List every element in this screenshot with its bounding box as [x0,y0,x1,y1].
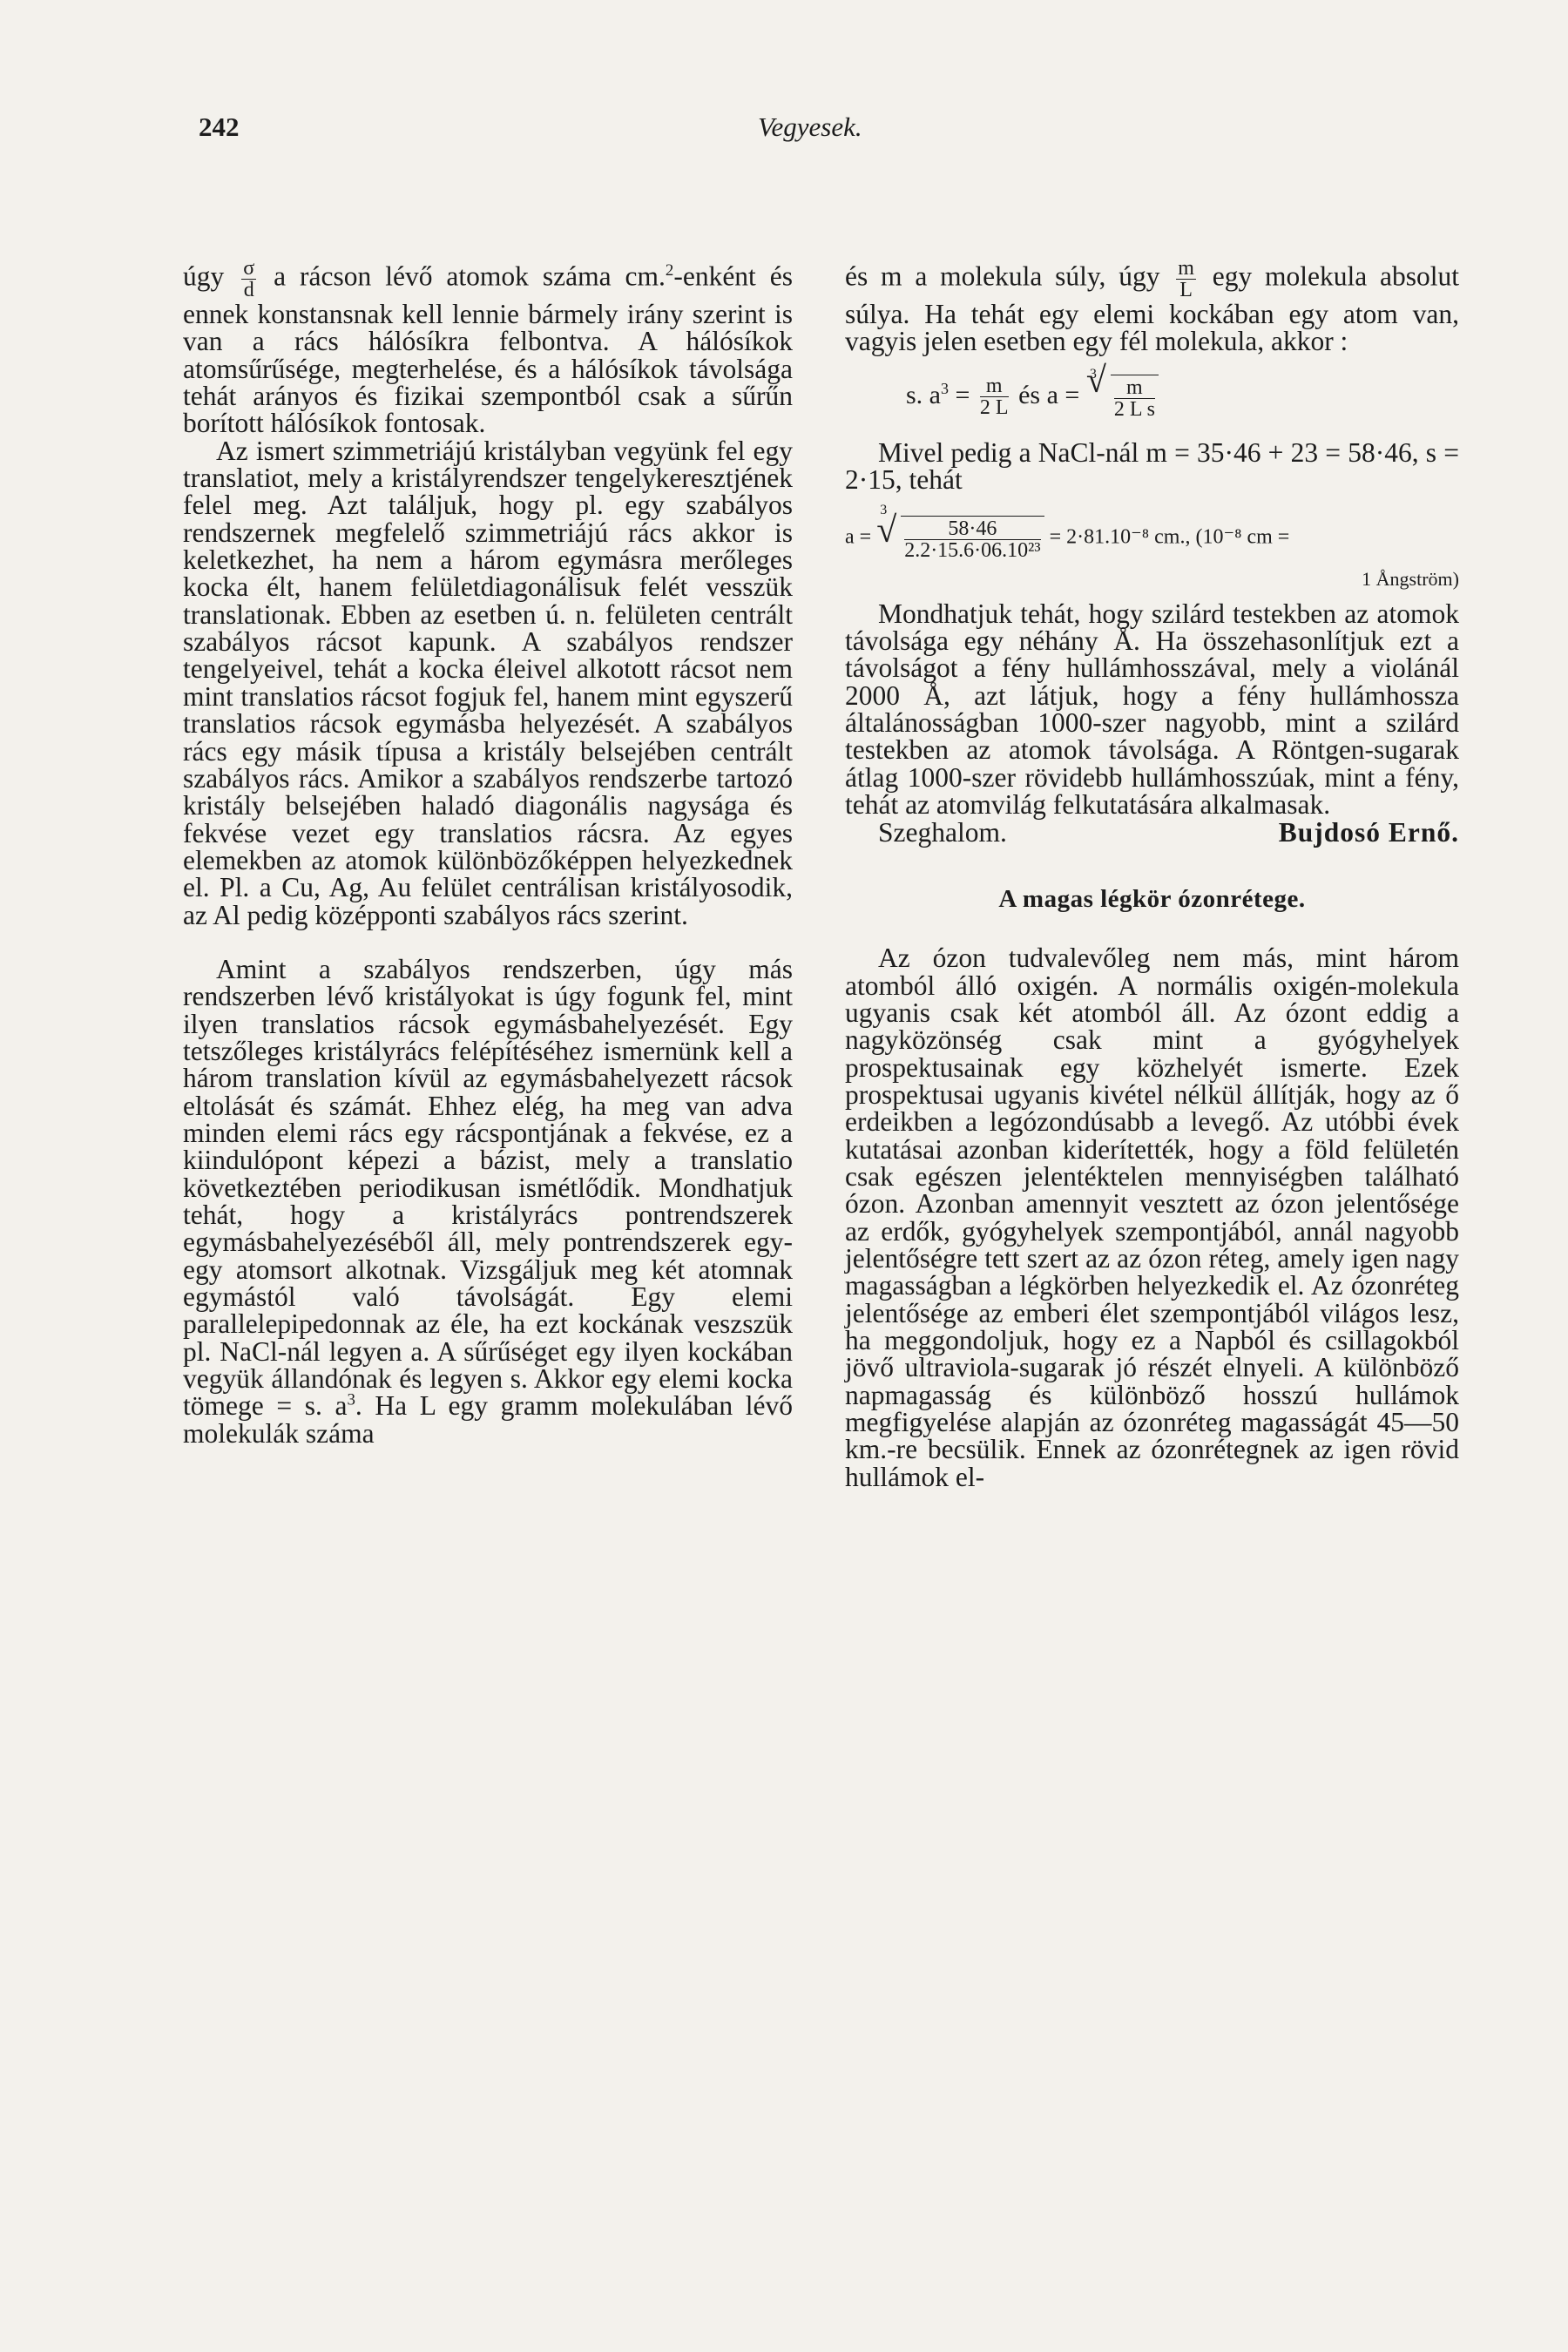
fraction-denominator: L [1179,279,1193,301]
superscript: 3 [941,379,949,397]
right-paragraph-2: Mivel pedig a NaCl-nál m = 35·46 + 23 = 58·46, s = 2·15, tehát [845,436,1459,496]
fraction-numerator: m [980,375,1009,397]
formula-result: = 2·81.10⁻⁸ cm., (10⁻⁸ cm = [1044,525,1290,549]
m-over-2L-fraction [980,375,1009,418]
root-fraction [1114,377,1155,420]
author-name: Bujdosó Ernő. [1278,816,1459,848]
fraction-denominator: d [243,279,254,301]
angstrom-note: 1 Ångström) [1362,568,1459,591]
text-fragment: és m a molekula súly, úgy [845,260,1173,292]
superscript: 3 [347,1390,355,1409]
formula-lhs: s. a [906,380,941,409]
right-paragraph-3: Mondhatjuk tehát, hogy szilárd testekben az atomok távolsága egy néhány Å. Ha összehasonlítjuk ezt a távolságot a fény hullámhosszával, mely a violánál 2000 Å, azt látjuk, hogy a fény hullámhossza általánosságban 1000-szer nagyobb, mint a szilárd testekben az atomok távolsága. A Röntgen-sugarak átlag 1000-szer rövidebb hullámhosszúak, mint a fény, tehát az atomvilág felkutatására alkalmasak. [845,598,1459,821]
left-paragraph-3 [183,953,793,1449]
right-paragraph-4: Az ózon tudvalevőleg nem más, mint három atomból álló oxigén. A normális oxigén-molekula ugyanis csak két atomból áll. Az ózont eddig a nagyközönség csak mint a gyógyhelyek prospektusainak egy közhelyét ismerte. Ezek prospektusai ugyanis kivétel nélkül állítják, hogy az ő erdeikben a legózondúsabb a levegő. Az utóbbi évek kutatásai azonban kiderítették, hogy a föld felületén csak egészen jelentéktelen mennyiségben található ózon. Azonban amennyit vesztett az ózon jelentősége az erdők, gyógyhelyek szempontjából, annál nagyobb jelentőségre tett szert az az ózon réteg, amely igen nagy magasságban a légkörben helyezkedik el. Az ózonréteg jelentősége az emberi élet szempontjából világos lesz, ha meggondoljuk, hogy ez a Napból és csillagokból jövő ultraviola-sugarak jó részét elnyeli. A különböző napmagasság és különböző hosszú hullámok megfigyelése alapján az ózonréteg magasságát 45—50 km.-re becsülik. Ennek az ózonrétegnek az igen rövid hullámok el- [845,943,1459,1492]
right-column [845,258,1459,1490]
cube-root [876,503,1044,563]
root-fraction [904,518,1040,561]
density-formula [845,366,1459,421]
text-fragment: -enként és ennek konstansnak kell lennie bármely irány szerint is van a rács hálósíkra felbontva. A hálósíkok atomsűrűsége, megterhelése, és a hálósíkok távolsága tehát arányos és fizikai szempontból csak a sűrűn borított hálósíkok fontosak. [183,260,793,439]
superscript: 2 [665,261,674,280]
article-title: A magas légkör ózonrétege. [998,884,1306,913]
text-fragment: egy molekula absolut súlya. Ha tehát egy elemi kockában egy atom van, vagyis jelen esetben egy fél molekula, akkor : [845,260,1459,357]
sigma-over-d-fraction [241,258,256,301]
fraction-denominator: 2.2·15.6·06.10²³ [904,539,1041,563]
left-paragraph-1 [183,258,793,437]
formula-text: és a = [1011,380,1086,409]
fraction-numerator: 58·46 [904,518,1040,540]
fraction-numerator: m [1114,377,1155,399]
fraction-denominator: 2 L s [1113,397,1155,421]
page-number: 242 [199,112,240,142]
fraction-numerator: m [1178,257,1194,280]
cube-root [1086,366,1159,421]
running-title: Vegyesek. [758,112,862,142]
equals-sign: = [949,380,977,409]
signature-line [845,816,1459,848]
text-fragment: Amint a szabályos rendszerben, úgy más rendszerben lévő kristályokat is úgy fogunk fel, mint ilyen translatios rácsok egymásbahelyezését. Egy tetszőleges kristályrács felépítéséhez ismernünk kell a három translation kívül az egymásbahelyezett rácsok eltolását és számát. Ehhez elég, ha meg van adva minden elemi rács egy rácspontjának a fekvése, ez a kiindulópont képezi a bázist, mely a translatio következtében periodikusan ismétlődik. Mondhatjuk tehát, hogy a kristályrács pontrendszerek egymásbahelyezéséből áll, mely pontrendszerek egy-egy atomsort alkotnak. Vizsgáljuk meg két atomnak egymástól való távolságát. Egy elemi parallelepipedonnak az éle, ha ezt kockának veszszük pl. NaCl-nál legyen a. A sűrűséget egy ilyen kockában vegyük állandónak és legyen s. Akkor egy elemi kocka tömege = s. a [183,953,793,1422]
left-column [183,258,793,1447]
root-index: √ 3 [880,503,888,518]
right-paragraph-1 [845,258,1459,355]
text-fragment: a rácson lévő atomok száma cm. [260,260,666,292]
fraction-numerator: σ [243,257,255,280]
left-paragraph-2: Az ismert szimmetriájú kristályban vegyünk fel egy translatiot, mely a kristályrendszer tengelykeresztjének felel meg. Azt találjuk, hogy pl. egy szabályos rendszernek megfelelő szimmetriájú rács akkor is keletkezhet, ha nem a három egymásra merőleges kocka élt, hanem felületdiagonálisuk felét vesszük translationak. Ebben az esetben ú. n. felületen centrált szabályos rácsot kapunk. A szabályos rendszer tengelyeivel, tehát a kocka éleivel alkotott rácsot nem mint translatios rácsot fogjuk fel, hanem mint egyszerű translatios rácsok egymásba helyezését. A szabályos rács egy másik típusa a kristály belsejében centrált szabályos rács. Amikor a szabályos rendszerbe tartozó kristály belsejében haladó diagonális nagysága és fekvése vezet egy translatios rácsra. Az egyes elemekben az atomok különbözőképpen helyezkednek el. Pl. a Cu, Ag, Au felület centrálisan kristályosodik, az Al pedig középponti szabályos rács szerint. [183,435,793,930]
text-fragment: úgy [183,260,239,292]
lattice-constant-formula [845,503,1459,591]
m-over-L-fraction [1176,258,1196,301]
formula-lhs: a = [845,525,877,549]
place-name: Szeghalom. [878,816,1007,848]
fraction-denominator: 2 L [979,396,1009,420]
text-fragment: . Ha L egy gramm molekulában lévő molekulák száma [183,1390,793,1449]
root-index: √ 3 [1089,366,1097,382]
